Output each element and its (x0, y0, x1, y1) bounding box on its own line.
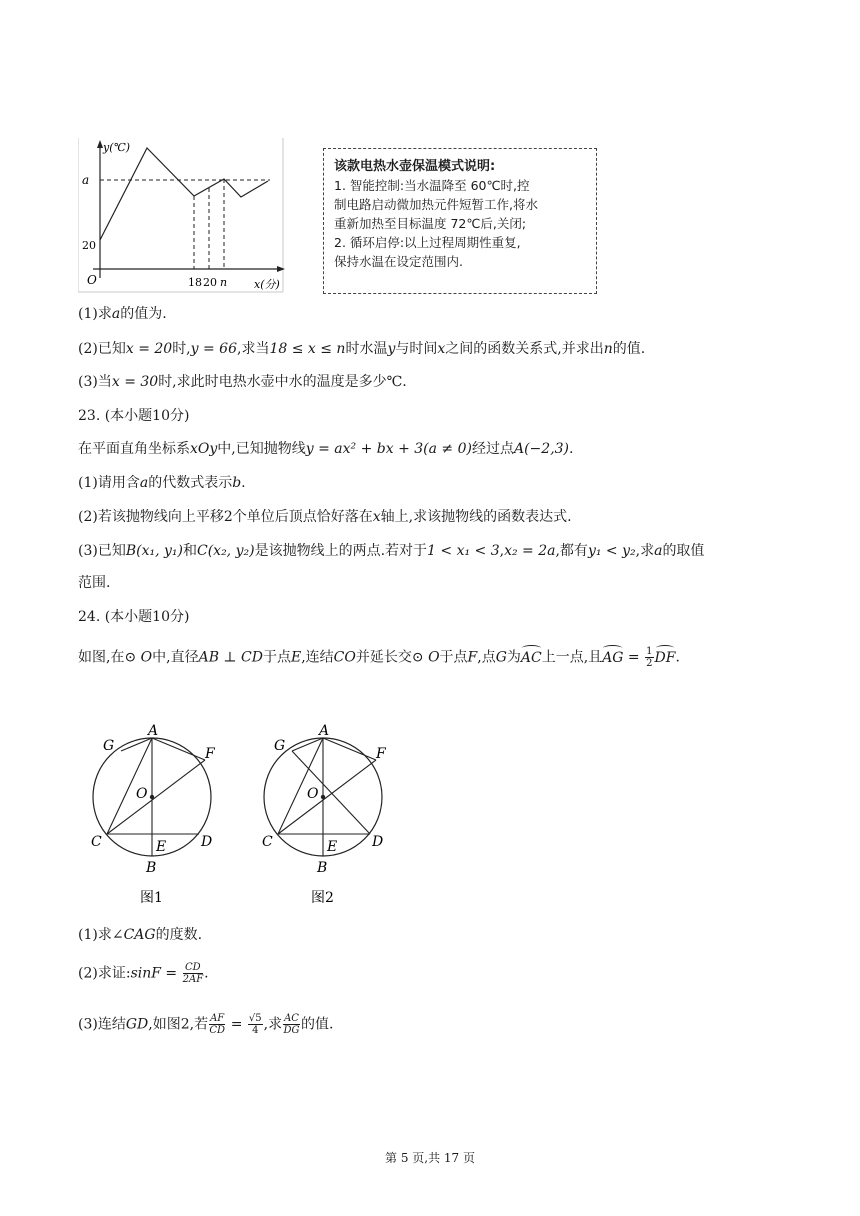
circle-figure-1 (85, 720, 235, 910)
q24-part1: (1)求∠CAG的度数. (78, 927, 203, 943)
x-tick-20: 20 (203, 276, 217, 289)
y-tick-a: a (82, 173, 90, 187)
label-A: A (148, 723, 159, 739)
q23-title: 23. (本小题10分) (78, 408, 190, 424)
label-C: C (262, 834, 273, 850)
fraction-half: $\frac{1}{2}$ (646, 646, 653, 669)
q23-part3: (3)已知B(x₁, y₁)和C(x₂, y₂)是该抛物线上的两点.若对于1 < x₁ < 3,x₂ = 2a,都有y₁ < y₂,求a的取值 (78, 543, 705, 559)
y-tick-20: 20 (82, 239, 96, 252)
q23-part2: (2)若该抛物线向上平移2个单位后顶点恰好落在x轴上,求该抛物线的函数表达式. (78, 509, 572, 525)
temperature-graph (78, 138, 288, 298)
q23-stem: 在平面直角坐标系xOy中,已知抛物线y = ax² + bx + 3(a ≠ 0)经过点A(−2,3). (78, 441, 574, 457)
label-A: A (319, 723, 330, 739)
kettle-mode-note (323, 148, 597, 294)
label-E: E (327, 839, 338, 855)
q24-part2: (2)求证:sinF = $\frac{CD}{2AF}$ . (78, 962, 209, 985)
q22-part2: (2)已知x = 20时,y = 66,求当18 ≤ x ≤ n时水温y与时间x之间的函数关系式,并求出n的值. (78, 341, 646, 357)
x-tick-n: n (220, 276, 228, 289)
origin-label: O (87, 273, 97, 287)
x-axis-label: x(分) (254, 278, 280, 291)
q22-part3: (3)当x = 30时,求此时电热水壶中水的温度是多少℃. (78, 374, 407, 390)
arc-ac: AC (520, 649, 542, 666)
x-tick-18: 18 (188, 276, 202, 289)
q24-title: 24. (本小题10分) (78, 609, 190, 625)
arc-ag: AG (602, 649, 624, 666)
label-C: C (91, 834, 102, 850)
note-line: 2. 循环启停:以上过程周期性重复, (334, 235, 521, 250)
fig2-caption: 图2 (311, 890, 334, 906)
label-F: F (205, 746, 215, 762)
label-O: O (136, 786, 148, 802)
label-B: B (317, 860, 328, 876)
label-G: G (103, 738, 115, 754)
note-line: 重新加热至目标温度 72℃后,关闭; (334, 216, 527, 231)
page-footer: 第 5 页,共 17 页 (385, 1151, 475, 1165)
label-D: D (201, 834, 213, 850)
label-G: G (274, 738, 286, 754)
label-B: B (146, 860, 157, 876)
fig1-caption: 图1 (140, 890, 163, 906)
label-F: F (376, 746, 386, 762)
q24-part3: (3)连结GD,如图2,若 $\frac{AF}{CD}$ = $\frac{√5}{4}$ ,求 $\frac{AC}{DG}$ 的值. (78, 1013, 334, 1036)
note-line: 保持水温在设定范围内. (334, 254, 463, 269)
label-E: E (156, 839, 167, 855)
circle-figure-2 (256, 720, 406, 910)
y-axis-label: y(℃) (103, 141, 131, 154)
q22-part1: (1)求a的值为. (78, 306, 167, 322)
temperature-curve (100, 148, 268, 240)
label-O: O (307, 786, 319, 802)
note-title: 该款电热水壶保温模式说明: (334, 159, 496, 174)
label-D: D (372, 834, 384, 850)
note-line: 制电路启动微加热元件短暂工作,将水 (334, 197, 538, 212)
q24-stem: 如图,在⊙ O中,直径AB ⊥ CD于点E,连结CO并延长交⊙ O于点F,点G为AC上一点,且AG = $\frac{1}{2}$ DF. (78, 646, 680, 669)
arc-df: DF (654, 649, 676, 666)
q23-part3-cont: 范围. (78, 575, 111, 591)
note-line: 1. 智能控制:当水温降至 60℃时,控 (334, 178, 530, 193)
q23-part1: (1)请用含a的代数式表示b. (78, 475, 246, 491)
